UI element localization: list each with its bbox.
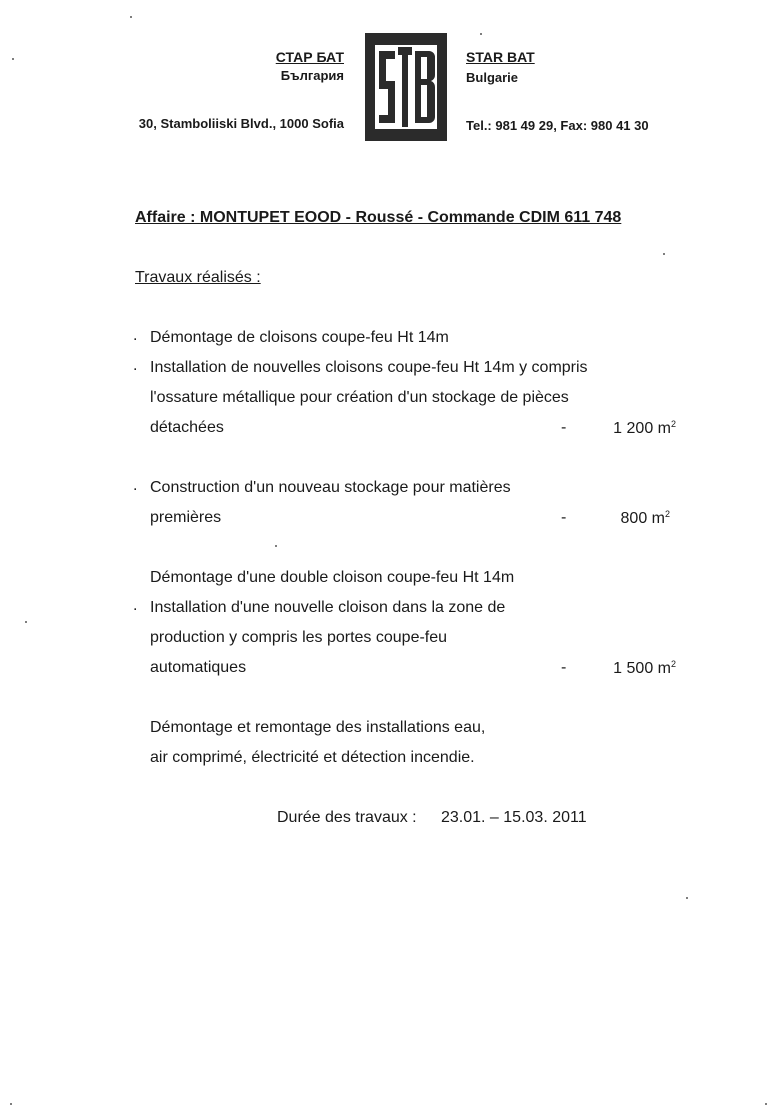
item-line: Construction d'un nouveau stockage pour matières — [150, 479, 511, 496]
item-line: Démontage et remontage des installations eau, — [150, 719, 486, 736]
item-line: air comprimé, électricité et détection incendie. — [150, 749, 475, 766]
country-bg: България — [280, 68, 344, 83]
item-area — [586, 509, 670, 528]
item-bullet: . — [133, 327, 138, 344]
item-line: l'ossature métallique pour création d'un stockage de pièces — [150, 389, 569, 406]
item-bullet: . — [133, 597, 138, 614]
item-line: détachées — [150, 419, 224, 436]
scan-speck — [480, 33, 482, 35]
scan-speck — [686, 897, 688, 899]
section-title: Travaux réalisés : — [135, 269, 261, 286]
company-name-bg: СТАР БАТ — [275, 49, 344, 65]
area-value: 1 500 m — [613, 660, 671, 677]
affaire-title: Affaire : MONTUPET EOOD - Roussé - Commande CDIM 611 748 — [135, 209, 622, 226]
item-dash: - — [561, 659, 567, 676]
stb-logo-graphic — [365, 33, 447, 141]
item-dash: - — [561, 509, 567, 526]
item-bullet: . — [133, 357, 138, 374]
item-line: premières — [150, 509, 222, 526]
scan-speck — [663, 253, 665, 255]
scan-speck — [10, 1103, 12, 1105]
item-line: Installation de nouvelles cloisons coupe-feu Ht 14m y compris — [150, 359, 588, 376]
area-exponent: 2 — [670, 419, 676, 429]
area-exponent: 2 — [664, 509, 670, 519]
scan-speck — [275, 545, 277, 547]
item-area — [586, 659, 676, 678]
area-value: 800 m — [620, 510, 665, 527]
item-line: automatiques — [150, 659, 247, 676]
item-bullet: . — [133, 477, 138, 494]
area-exponent: 2 — [670, 659, 676, 669]
country-fr: Bulgarie — [466, 70, 519, 85]
stb-logo — [365, 33, 447, 141]
item-line: Démontage de cloisons coupe-feu Ht 14m — [150, 329, 449, 346]
duration-label: Durée des travaux : — [277, 809, 417, 826]
address: 30, Stamboliiski Blvd., 1000 Sofia — [138, 116, 344, 131]
scan-speck — [765, 1103, 767, 1105]
item-line: production y compris les portes coupe-feu — [150, 629, 448, 646]
company-name-fr: STAR BAT — [466, 49, 535, 65]
item-area — [586, 419, 676, 438]
area-value: 1 200 m — [613, 420, 671, 437]
scan-speck — [130, 16, 132, 18]
item-line: Démontage d'une double cloison coupe-feu Ht 14m — [150, 569, 515, 586]
phone-fax: Tel.: 981 49 29, Fax: 980 41 30 — [466, 118, 649, 133]
scan-speck — [12, 58, 14, 60]
duration-value: 23.01. – 15.03. 2011 — [441, 809, 587, 826]
item-line: Installation d'une nouvelle cloison dans la zone de — [150, 599, 506, 616]
scan-speck — [25, 621, 27, 623]
item-dash: - — [561, 419, 567, 436]
